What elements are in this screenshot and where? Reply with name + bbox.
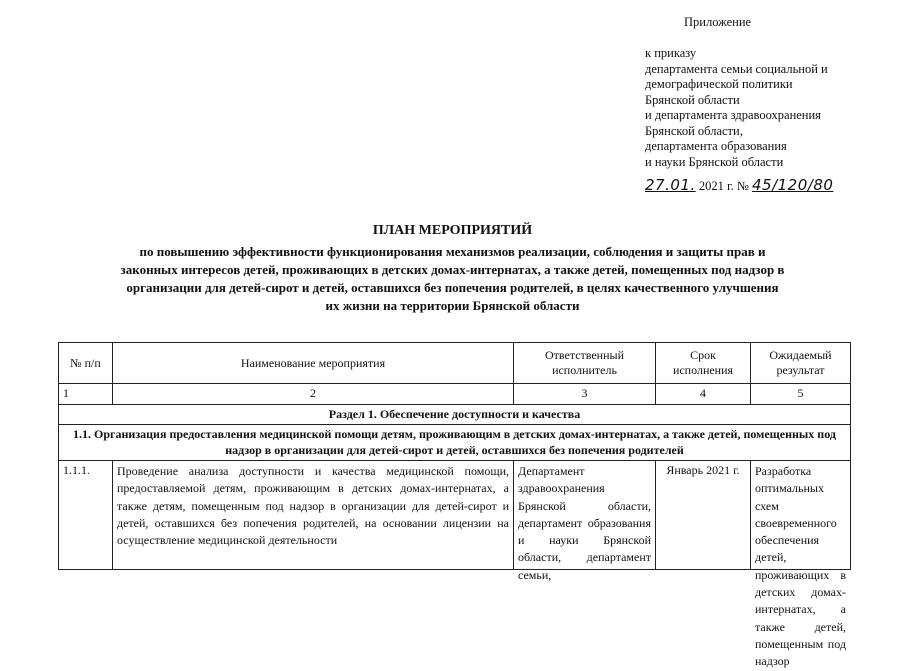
- handwritten-date: 27.01.: [645, 176, 696, 194]
- plan-table: [58, 342, 851, 669]
- section-row: [59, 405, 851, 425]
- row-result-text: Разработка оптимальных схем своевременного обеспечения детей, проживающих в детских домах-интернатах, а также детей, помещенным под надзор: [755, 464, 846, 669]
- subsection-row: [59, 425, 851, 461]
- row-result: [751, 461, 851, 669]
- decree-line: департамента образования: [645, 139, 787, 153]
- header-name: Наименование мероприятия: [113, 343, 514, 384]
- header-result: Ожидаемый результат: [751, 343, 851, 384]
- header-number: № п/п: [59, 343, 113, 384]
- row-term-text: Январь 2021 г.: [666, 463, 740, 477]
- row-executor-text: Департамент здравоохранения Брянской области, департамент образования и науки Брянской области, департамент семьи,: [518, 464, 651, 582]
- decree-line: Брянской области,: [645, 123, 743, 138]
- row-name: [113, 461, 514, 570]
- document-title: ПЛАН МЕРОПРИЯТИЙ: [372, 223, 533, 238]
- row-name-text: Проведение анализа доступности и качества медицинской помощи, предоставляемой детям, проживающим в детских домах-интернатах, а также детям, помещенным под надзор в организации для детей-сирот и детей, оставшихся без попечения родителей, на основании лицензии на осуществление медицинской деятельности: [117, 464, 509, 548]
- decree-year-label: 2021 г. №: [698, 179, 749, 193]
- row-number: [59, 461, 113, 570]
- decree-line: департамента семьи социальной и: [645, 61, 828, 76]
- column-number: 5: [751, 384, 851, 405]
- decree-line: к приказу: [645, 46, 697, 60]
- section-title: Раздел 1. Обеспечение доступности и качества: [59, 405, 851, 425]
- column-number: 4: [656, 384, 751, 405]
- decree-line: Брянской области: [645, 92, 740, 107]
- header-executor: Ответственный исполнитель: [514, 343, 656, 384]
- decree-line: и департамента здравоохранения: [645, 108, 821, 122]
- header-term: Срок исполнения: [656, 343, 751, 384]
- handwritten-number: 45/120/80: [752, 176, 834, 194]
- appendix-label: Приложение: [684, 15, 752, 29]
- subsection-title: 1.1. Организация предоставления медицинской помощи детям, проживающим в детских домах-интернатах, а также детей, помещенных под надзор в организации для детей-сирот и детей, оставшихся без попечения родителей: [59, 425, 851, 461]
- column-number: 3: [514, 384, 656, 405]
- row-term: [656, 461, 751, 570]
- row-executor: [514, 461, 656, 582]
- column-number: 1: [59, 384, 113, 405]
- decree-date-number: [645, 176, 833, 194]
- row-number-text: 1.1.1.: [63, 463, 90, 477]
- table-header-row: [59, 343, 851, 384]
- table-row: [59, 461, 851, 570]
- document-subtitle: по повышению эффективности функционирования механизмов реализации, соблюдения и защиты прав и законных интересов детей, проживающих в детских домах-интернатах, а также детей, помещенных под надзор в организации для детей-сирот и детей, оставшихся без попечения родителей, в целях качественного улучшения их жизни на территории Брянской области: [120, 244, 785, 313]
- decree-line: демографической политики: [645, 77, 793, 91]
- column-number: 2: [113, 384, 514, 405]
- column-numbers-row: [59, 384, 851, 405]
- decree-reference: [645, 46, 828, 170]
- decree-line: и науки Брянской области: [645, 154, 784, 169]
